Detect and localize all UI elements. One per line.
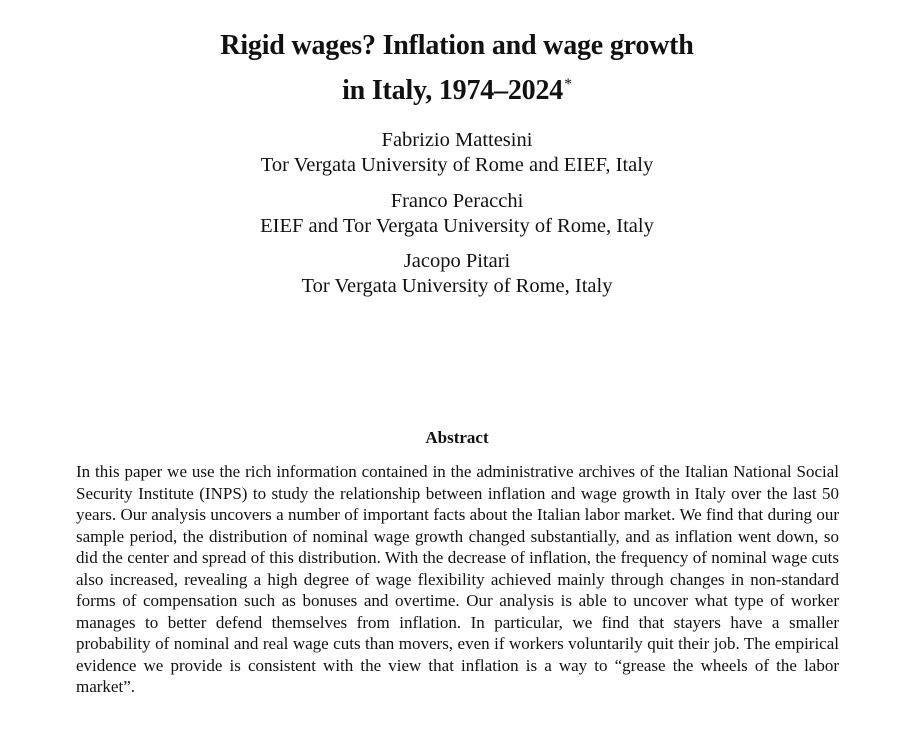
author-2 (0, 189, 898, 239)
author-name: Fabrizio Mattesini (381, 129, 533, 151)
author-block (0, 128, 898, 310)
paper-title (0, 26, 898, 110)
abstract-heading: Abstract (425, 428, 489, 447)
title-line-2 (0, 65, 898, 110)
title-footnote-mark[interactable]: * (564, 76, 572, 93)
abstract-text: In this paper we use the rich information contained in the administrative archives of the Italian National Social Security Institute (INPS) to study the relationship between inflation and wage growth in Italy over the last 50 years. Our analysis uncovers a number of important facts about the Italian labor market. We find that during our sample period, the distribution of nominal wage growth changed substantially, and as inflation went down, so did the center and spread of this distribution. With the decrease of inflation, the frequency of nominal wage cuts also increased, revealing a high degree of wage flexibility achieved mainly through changes in non-standard forms of compensation such as bonuses and overtime. Our analysis is able to uncover what type of worker manages to better defend themselves from inflation. In particular, we find that stayers have a smaller probability of nominal and real wage cuts than movers, even if workers voluntarily quit their job. The empirical evidence we provide is consistent with the view that inflation is a way to “grease the wheels of the labor market”. (76, 462, 839, 696)
author-1 (0, 128, 898, 178)
author-affiliation: Tor Vergata University of Rome, Italy (301, 275, 613, 297)
title-line-2-text: in Italy, 1974–2024 (342, 75, 564, 106)
author-3 (0, 249, 898, 299)
author-name: Jacopo Pitari (403, 250, 511, 272)
author-affiliation: Tor Vergata University of Rome and EIEF, Italy (260, 154, 654, 176)
author-affiliation: EIEF and Tor Vergata University of Rome, Italy (260, 214, 654, 237)
title-line-1: Rigid wages? Inflation and wage growth (220, 30, 694, 61)
author-name: Franco Peracchi (390, 189, 524, 212)
